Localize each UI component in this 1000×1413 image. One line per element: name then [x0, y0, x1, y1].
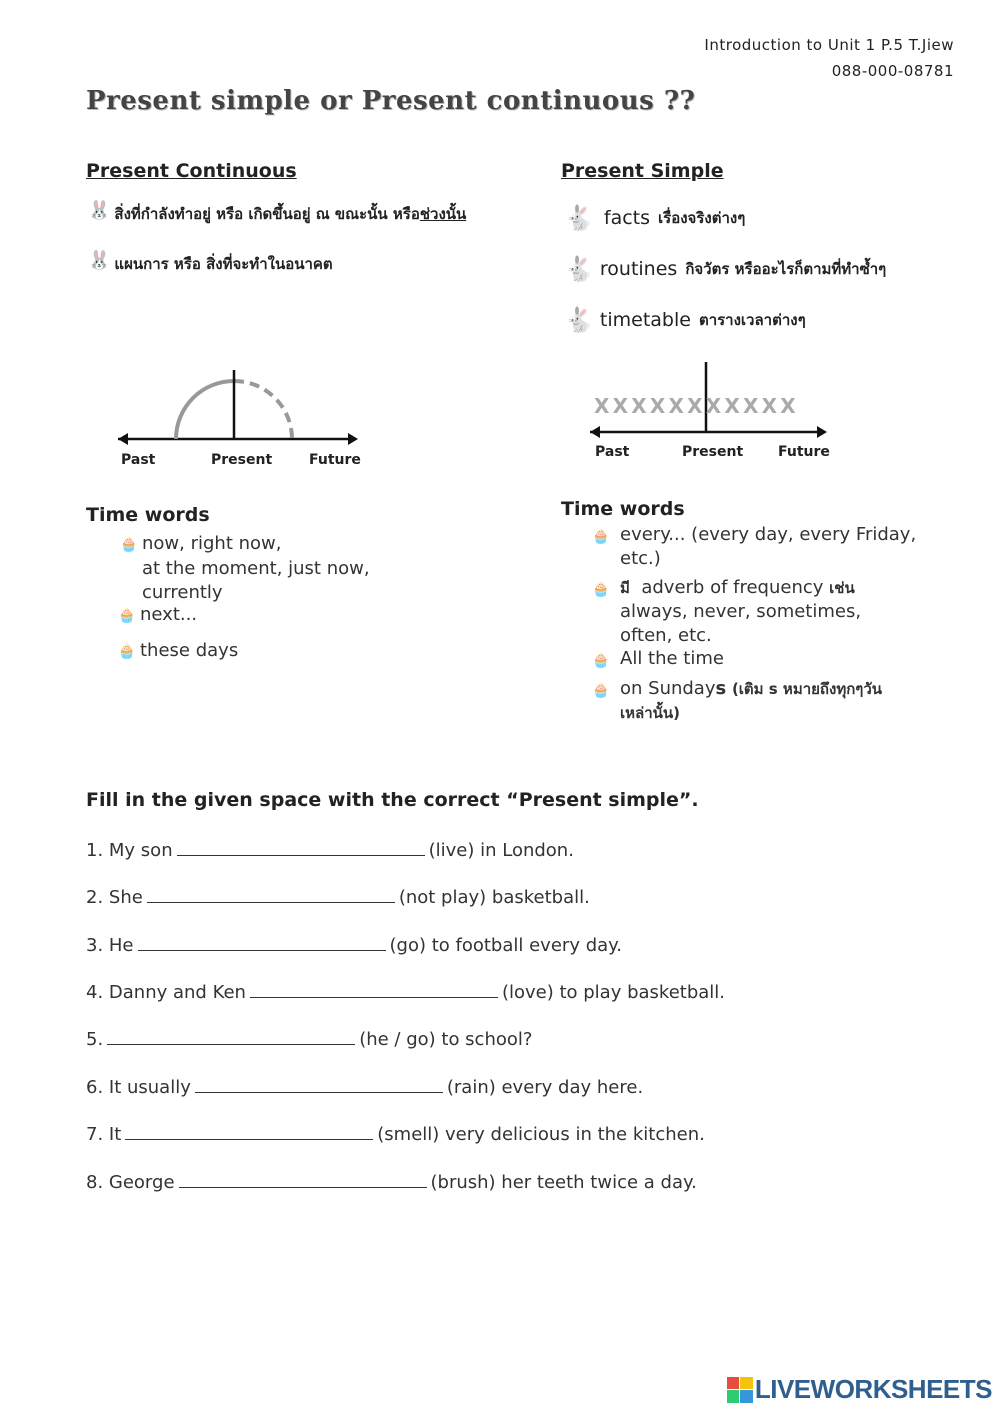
pc-label-past: Past: [121, 452, 156, 468]
answer-blank-7[interactable]: [125, 1125, 373, 1140]
header-course-info: Introduction to Unit 1 P.5 T.Jiew: [704, 36, 954, 54]
logo-text: LIVEWORKSHEETS: [754, 1374, 992, 1404]
pc-label-future: Future: [309, 452, 361, 468]
pc-time-word-1: 🧁 now, right now, at the moment, just now, currently: [120, 533, 370, 603]
pc-bullet-2-text: แผนการ หรือ สิ่งที่จะทำในอนาคต: [114, 255, 333, 273]
answer-blank-6[interactable]: [195, 1078, 443, 1093]
exercise-instruction: Fill in the given space with the correct “Present simple”.: [86, 789, 699, 811]
exercise-item-8: 8. George (brush) her teeth twice a day.: [86, 1172, 697, 1193]
exercise-item-3: 3. He (go) to football every day.: [86, 935, 622, 956]
rabbit-icon: 🐇: [564, 306, 594, 334]
ps-item-routines: 🐇 routines กิจวัตร หรืออะไรก็ตามที่ทำซ้ำๆ: [564, 255, 887, 283]
answer-blank-1[interactable]: [177, 841, 425, 856]
rabbit-icon: 🐇: [564, 204, 594, 232]
ps-label-future: Future: [778, 444, 830, 460]
cupcake-icon: 🧁: [118, 608, 136, 624]
logo-mark-icon: [727, 1377, 753, 1403]
ps-label-present: Present: [682, 444, 744, 460]
ps-time-words-heading: Time words: [561, 498, 685, 520]
answer-blank-5[interactable]: [107, 1030, 355, 1045]
present-continuous-heading: Present Continuous: [86, 160, 297, 182]
answer-blank-8[interactable]: [179, 1173, 427, 1188]
exercise-item-4: 4. Danny and Ken (love) to play basketball.: [86, 982, 726, 1003]
ps-item-timetable: 🐇 timetable ตารางเวลาต่างๆ: [564, 306, 806, 334]
pc-label-present: Present: [211, 452, 273, 468]
rabbit-outline-icon: 🐰: [88, 200, 111, 221]
page-title: Present simple or Present continuous ??: [86, 86, 696, 116]
ps-timeline-marks: XXXXXXXXXXX: [594, 394, 799, 418]
answer-blank-2[interactable]: [147, 888, 395, 903]
answer-blank-3[interactable]: [138, 936, 386, 951]
rabbit-icon: 🐇: [564, 255, 594, 283]
cupcake-outline-icon: 🧁: [592, 582, 610, 598]
pc-time-word-2: 🧁 next...: [118, 603, 197, 628]
header-phone: 088-000-08781: [831, 62, 954, 80]
ps-time-word-1: 🧁 every... (every day, every Friday, etc.): [592, 524, 917, 569]
exercise-item-6: 6. It usually (rain) every day here.: [86, 1077, 644, 1098]
present-simple-heading: Present Simple: [561, 160, 724, 182]
pc-bullet-2: [88, 252, 333, 276]
cupcake-outline-icon: 🧁: [592, 529, 610, 545]
answer-blank-4[interactable]: [250, 983, 498, 998]
ps-time-word-4: 🧁 on Sundays (เติม s หมายถึงทุกๆวัน เหล่านั้น): [592, 677, 882, 725]
exercise-item-2: 2. She (not play) basketball.: [86, 887, 590, 908]
pc-time-word-3: 🧁 these days: [118, 639, 238, 664]
pc-bullet-1: [88, 202, 466, 226]
cupcake-icon: 🧁: [120, 537, 138, 553]
exercise-item-1: 1. My son (live) in London.: [86, 840, 574, 861]
cupcake-outline-icon: 🧁: [592, 653, 610, 669]
exercise-item-7: 7. It (smell) very delicious in the kitchen.: [86, 1124, 705, 1145]
pc-time-words-heading: Time words: [86, 504, 210, 526]
cupcake-outline-icon: 🧁: [592, 683, 610, 699]
ps-time-word-3: 🧁 All the time: [592, 647, 724, 673]
ps-label-past: Past: [595, 444, 630, 460]
ps-item-facts: 🐇 facts เรื่องจริงต่างๆ: [564, 204, 746, 232]
ps-time-word-2: 🧁 มี adverb of frequency เช่น always, never, sometimes, often, etc.: [592, 577, 862, 646]
pc-bullet-1-text: สิ่งที่กำลังทำอยู่ หรือ เกิดขึ้นอยู่ ณ ขณะนั้น หรือช่วงนั้น: [114, 205, 467, 223]
liveworksheets-logo: [727, 1374, 992, 1405]
exercise-item-5: 5. (he / go) to school?: [86, 1029, 533, 1050]
rabbit-outline-icon: 🐰: [88, 250, 111, 271]
cupcake-icon: 🧁: [118, 644, 136, 660]
